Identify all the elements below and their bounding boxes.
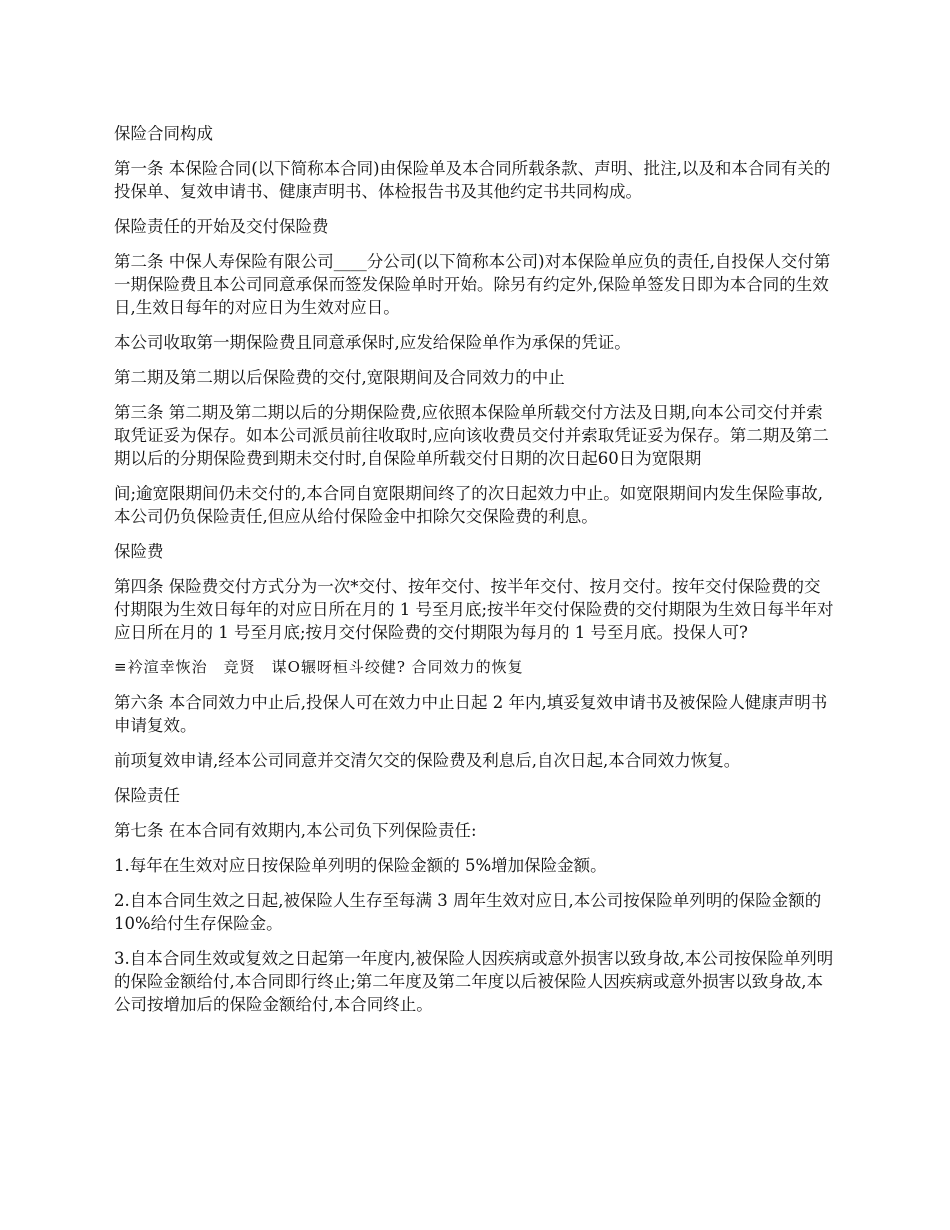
liability-item-2: 2.自本合同生效之日起,被保险人生存至每满 3 周年生效对应日,本公司按保险单列明的保险金额的 10%给付生存保险金。 bbox=[114, 891, 822, 933]
article-1-paragraph: 第一条 本保险合同(以下简称本合同)由保险单及本合同所载条款、声明、批注,以及和本合同有关的投保单、复效申请书、健康声明书、体检报告书及其他约定书共同构成。 bbox=[114, 159, 831, 201]
article-4-paragraph: 第四条 保险费交付方式分为一次*交付、按年交付、按半年交付、按月交付。按年交付保险费的交付期限为生效日每年的对应日所在月的 1 号至月底;按半年交付保险费的交付期限为生效日每半年对应日所在月的 1 号至月底;按月交付保险费的交付期限为每月的 1 号至月底。投保人可? bbox=[114, 577, 834, 642]
article-2-paragraph: 第二条 中保人寿保险有限公司____分公司(以下简称本公司)对本保险单应负的责任,自投保人交付第一期保险费且本公司同意承保而签发保险单时开始。除另有约定外,保险单签发日即为本合同的生效日,生效日每年的对应日为生效对应日。 bbox=[114, 252, 831, 317]
liability-item-1: 1.每年在生效对应日按保险单列明的保险金额的 5%增加保险金额。 bbox=[114, 856, 607, 875]
policy-issuance-paragraph: 本公司收取第一期保险费且同意承保时,应发给保险单作为承保的凭证。 bbox=[114, 333, 631, 352]
liability-item-3: 3.自本合同生效或复效之日起第一年度内,被保险人因疾病或意外损害以致身故,本公司按保险单列明的保险金额给付,本合同即行终止;第二年度及第二年度以后被保险人因疾病或意外损害以致身故,本公司按增加后的保险金额给付,本合同终止。 bbox=[114, 949, 834, 1014]
article-6-paragraph: 第六条 本合同效力中止后,投保人可在效力中止日起 2 年内,填妥复效申请书及被保险人健康声明书申请复效。 bbox=[114, 693, 828, 735]
section-heading-grace-period: 第二期及第二期以后保险费的交付,宽限期间及合同效力的中止 bbox=[114, 368, 565, 387]
document-body bbox=[114, 122, 834, 1028]
grace-period-continuation-paragraph: 间;逾宽限期间仍未交付的,本合同自宽限期间终了的次日起效力中止。如宽限期间内发生保险事故,本公司仍负保险责任,但应从给付保险金中扣除欠交保险费的利息。 bbox=[114, 484, 824, 526]
article-3-paragraph: 第三条 第二期及第二期以后的分期保险费,应依照本保险单所载交付方法及日期,向本公司交付并索取凭证妥为保存。如本公司派员前往收取时,应向该收费员交付并索取凭证妥为保存。第二期及第二期以后的分期保险费到期未交付时,自保险单所载交付日期的次日起60日为宽限期 bbox=[114, 403, 829, 468]
section-heading-contract-composition: 保险合同构成 bbox=[114, 124, 213, 143]
section-heading-premium: 保险费 bbox=[114, 542, 164, 561]
article-7-paragraph: 第七条 在本合同有效期内,本公司负下列保险责任: bbox=[114, 821, 477, 840]
reinstatement-paragraph: 前项复效申请,经本公司同意并交清欠交的保险费及利息后,自次日起,本合同效力恢复。 bbox=[114, 751, 741, 770]
section-heading-insurance-liability: 保险责任 bbox=[114, 786, 180, 805]
section-heading-start-of-liability: 保险责任的开始及交付保险费 bbox=[114, 217, 329, 236]
garbled-text-line: ≡衿渲幸恢治 竞贤 谋O辗呀桓斗绞健? 合同效力的恢复 bbox=[114, 658, 524, 676]
